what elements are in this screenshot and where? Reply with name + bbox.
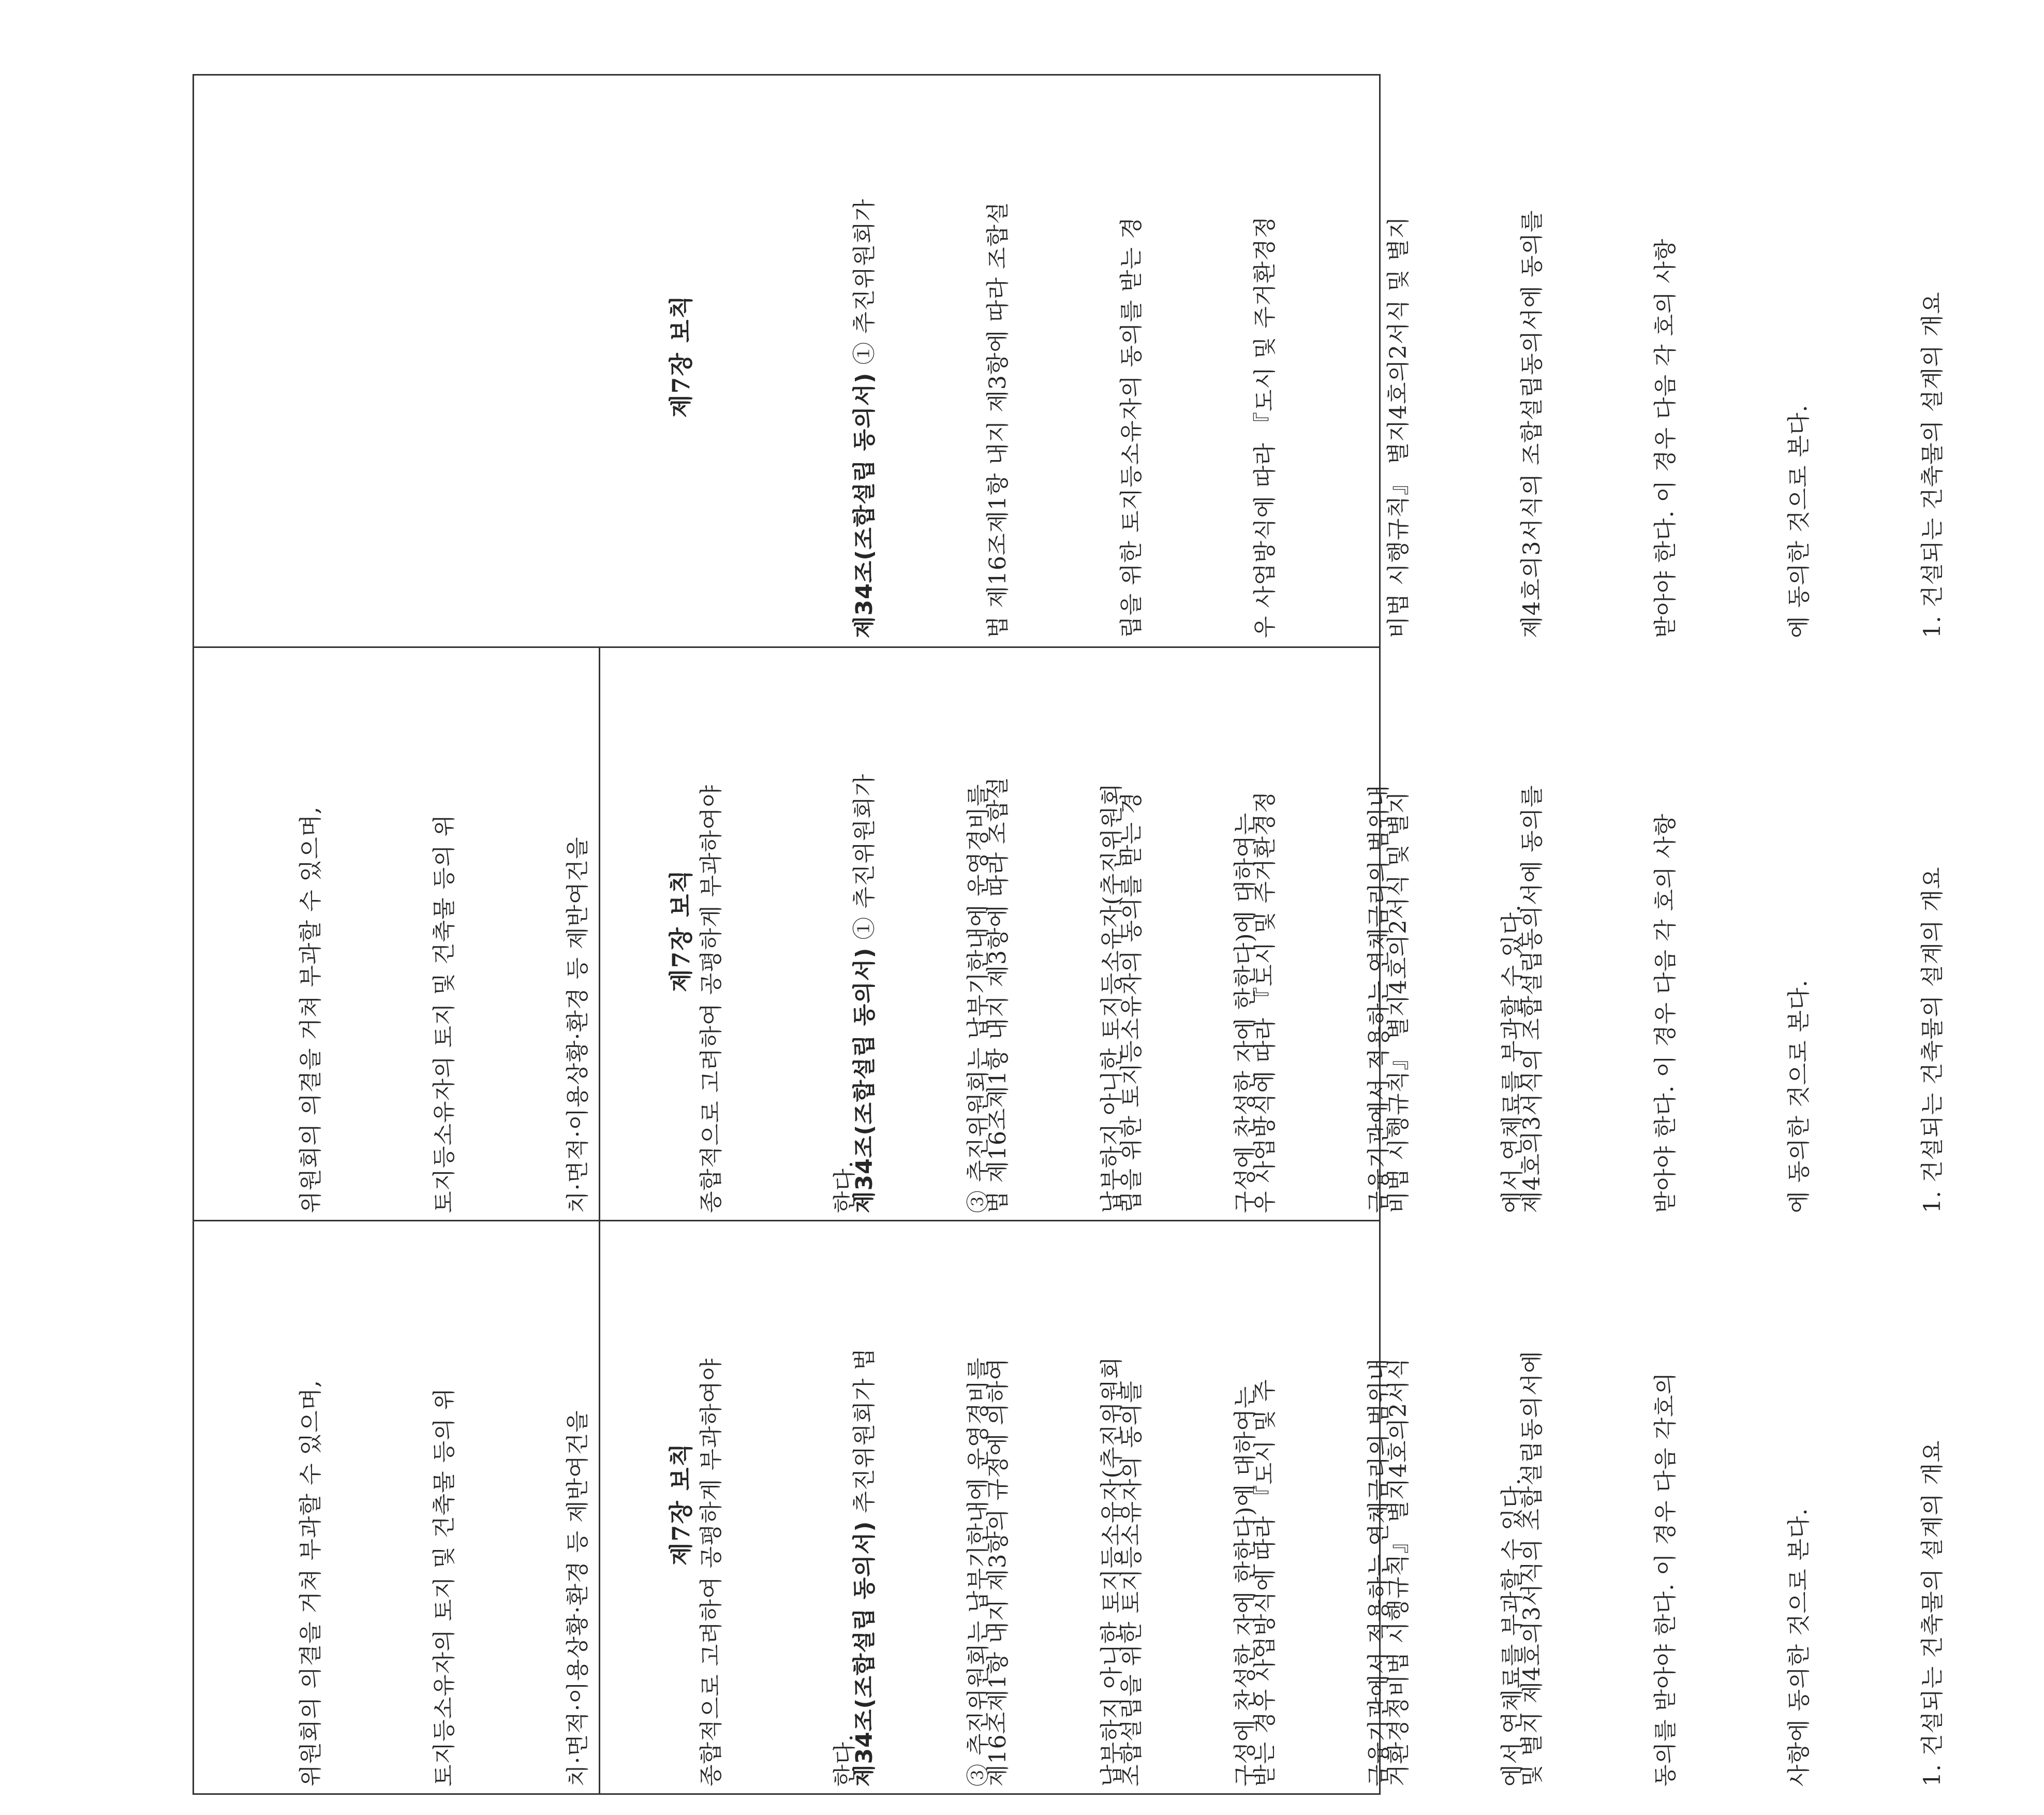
chapter-title: 제7장 보칙	[667, 1442, 695, 1566]
text-line: 한다.	[832, 1734, 858, 1787]
text-line: 조합설립을 위한 토지등소유자의 동의를	[1118, 1380, 1145, 1787]
text-line: 1. 건설되는 건축물의 설계의 개요	[1919, 291, 1946, 638]
text-line: 받는 경우 사업방식에 따라 『도시 및 주	[1252, 1379, 1278, 1787]
text-line: 립을 위한 토지등소유자의 동의를 받는 경	[1118, 791, 1145, 1213]
text-line: 제4호의3서식의 조합설립동의서에 동의를	[1519, 210, 1545, 638]
article-first-line	[842, 1221, 887, 1787]
article-first-line	[842, 648, 887, 1213]
text-line: 및 별지 제4호의3서식의 조합설립동의서에	[1519, 1350, 1545, 1787]
col3-cell	[600, 74, 1946, 646]
text-line: ③ 추진위원회는 납부기한내에 운영경비를	[965, 1357, 991, 1787]
text-line: 위원회의 의결을 거쳐 부과할 수 있으며,	[298, 1380, 324, 1787]
article-title: 제34조(조합설립 동의서)	[851, 947, 878, 1213]
text-line: 납부하지 아니한 토지등소유자(추진위원회	[1099, 1356, 1125, 1787]
text-line: 받아야 한다. 이 경우 다음 각 호의 사항	[1652, 238, 1679, 638]
text-line: 제16조제1항 내지 제3항의 규정에 의하여	[985, 1357, 1011, 1787]
text-line: 립을 위한 토지등소유자의 동의를 받는 경	[1118, 216, 1145, 638]
article-first-line	[842, 74, 887, 638]
text-line: 추진위원회가 법	[851, 1348, 878, 1521]
chapter-title: 제7장 보칙	[667, 869, 695, 992]
text-line: 제4호의3서식의 조합설립동의서에 동의를	[1519, 785, 1545, 1213]
text-line: 토지등소유자의 토지 및 건축물 등의 위	[431, 1388, 457, 1787]
text-line: 종합적으로 고려하여 공평하게 부과하여야	[698, 784, 724, 1213]
text-line: 치·면적·이용상황·환경 등 제반여건을	[565, 836, 591, 1213]
rotated-comparison-table	[192, 74, 1946, 1795]
text-line: 법 제16조제1항 내지 제3항에 따라 조합설	[985, 776, 1011, 1213]
col2-article-text	[753, 648, 2044, 1213]
text-line: 사항에 동의한 것으로 본다.	[1786, 1508, 1812, 1787]
text-line: 법 제16조제1항 내지 제3항에 따라 조합설	[985, 201, 1011, 638]
text-line: 에 동의한 것으로 본다.	[1786, 404, 1812, 638]
text-line: 우 사업방식에 따라 『도시 및 주거환경정	[1252, 216, 1278, 638]
text-line: 비법 시행규칙』 별지4호의2서식 및 별지	[1385, 216, 1412, 638]
text-line: 구성에 찬성한 자에 한한다)에 대하여는	[1232, 1385, 1258, 1787]
text-line: 우 사업방식에 따라 『도시 및 주거환경정	[1252, 791, 1278, 1213]
text-line: 금융기관에서 적용하는 연체금리의 범위내	[1366, 1357, 1392, 1787]
text-line: 구성에 찬성한 자에 한한다)에 대하여는	[1232, 812, 1258, 1213]
text-line: ③ 추진위원회는 납부기한내에 운영경비를	[965, 784, 991, 1213]
article-title: 제34조(조합설립 동의서)	[851, 1521, 878, 1787]
text-line: 토지등소유자의 토지 및 건축물 등의 위	[431, 814, 457, 1213]
text-line: 한다.	[832, 1160, 858, 1213]
col3-article-text	[753, 74, 2044, 638]
text-line: 1. 건설되는 건축물의 설계의 개요	[1919, 866, 1946, 1213]
text-line: ① 추진위원회가	[851, 773, 878, 948]
text-line: 비법 시행규칙』 별지4호의2서식 및 별지	[1385, 791, 1412, 1213]
text-line: 금융기관에서 적용하는 연체금리의 범위내	[1366, 784, 1392, 1213]
text-line: 에서 연체료를 부과할 수 있다.	[1499, 904, 1525, 1213]
text-line: 위원회의 의결을 거쳐 부과할 수 있으며,	[298, 806, 324, 1213]
chapter-title: 제7장 보칙	[667, 294, 695, 418]
text-line: 종합적으로 고려하여 공평하게 부과하여야	[698, 1357, 724, 1787]
text-line: 거환경정비법 시행규칙』 별지4호의2서식	[1385, 1357, 1412, 1787]
article-title: 제34조(조합설립 동의서)	[851, 372, 878, 638]
text-line: ① 추진위원회가	[851, 198, 878, 373]
text-line: 치·면적·이용상황·환경 등 제반여건을	[565, 1410, 591, 1787]
text-line: 1. 건설되는 건축물의 설계의 개요	[1919, 1440, 1946, 1787]
text-line: 에서 연체료를 부과할 수 있다.	[1499, 1478, 1525, 1787]
text-line: 받아야 한다. 이 경우 다음 각 호의 사항	[1652, 813, 1679, 1213]
text-line: 납부하지 아니한 토지등소유자(추진위원회	[1099, 783, 1125, 1213]
col1-article-text	[753, 1221, 2044, 1787]
text-line: 에 동의한 것으로 본다.	[1786, 979, 1812, 1213]
text-line: 동의를 받아야 한다. 이 경우 다음 각호의	[1652, 1372, 1679, 1787]
